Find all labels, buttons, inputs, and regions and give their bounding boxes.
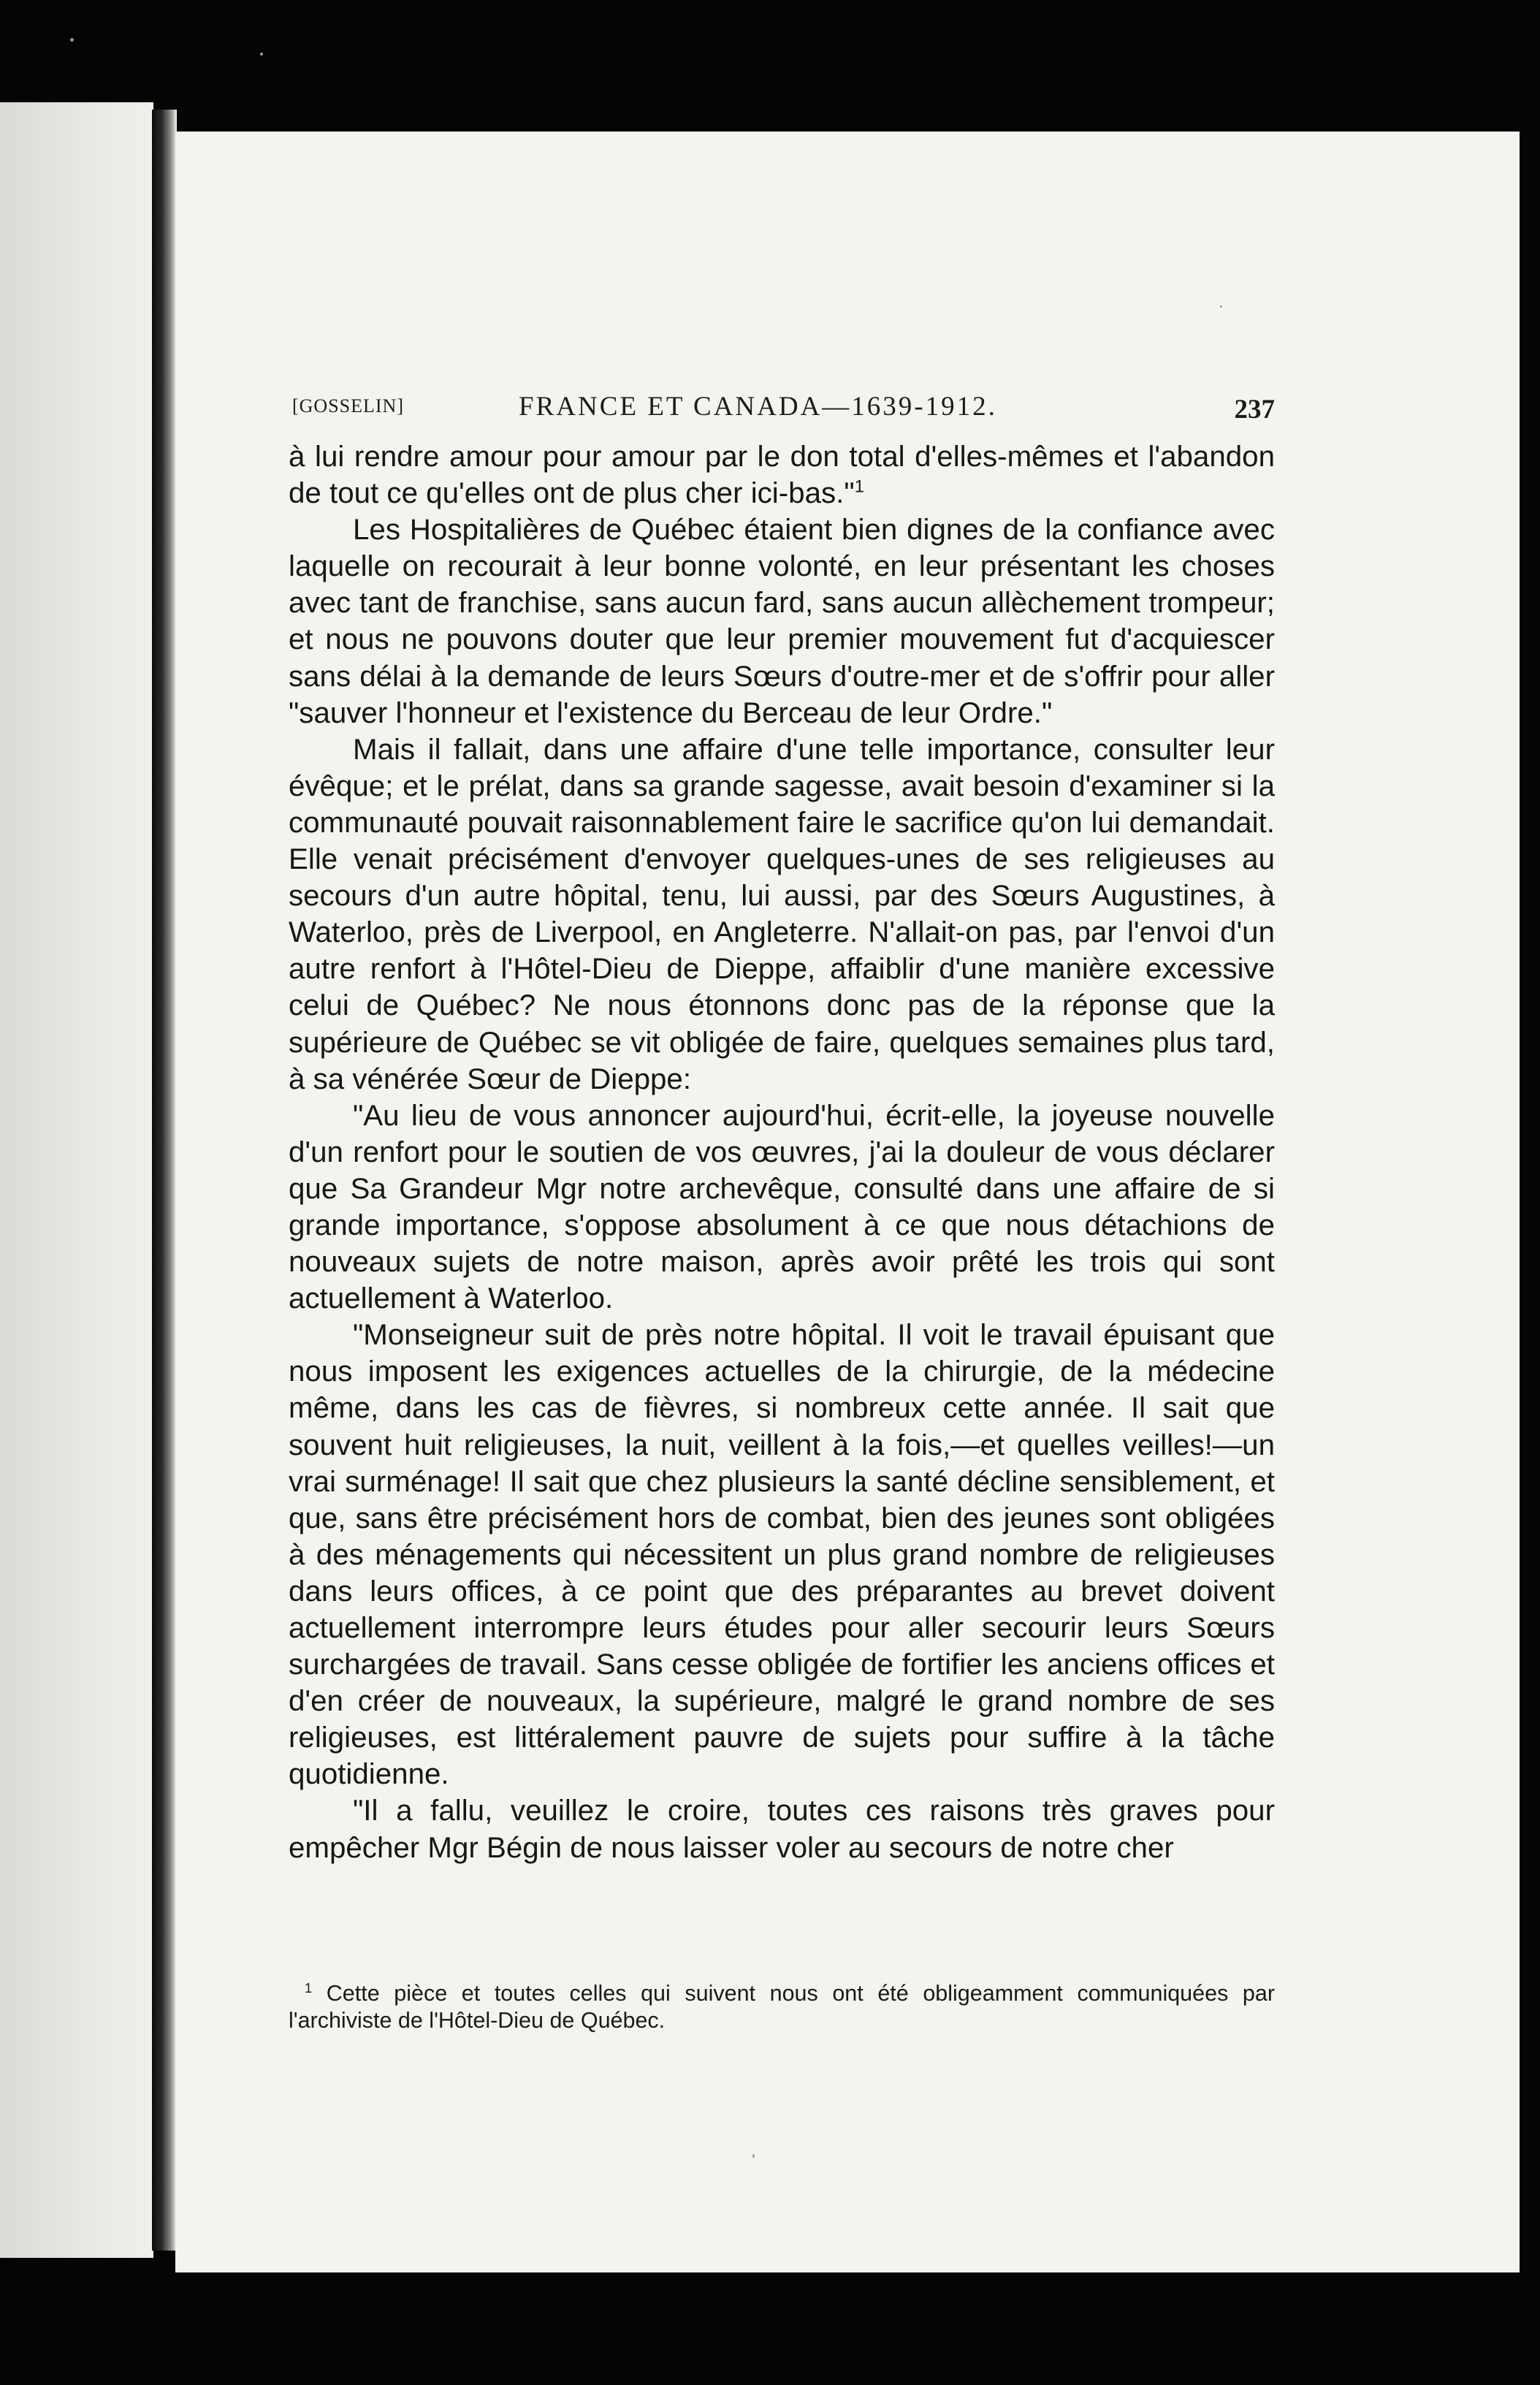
- page-number: 237: [1234, 395, 1275, 425]
- footnote-marker: 1: [305, 1979, 313, 1996]
- footnote-text: [289, 1980, 1275, 2034]
- dust-speck: [752, 2154, 755, 2158]
- paragraph: Mais il fallait, dans une affaire d'une telle importance, consulter leur évêque; et le prélat, dans sa grande sagesse, avait besoin d'examiner si la communauté pouvait raisonnablement faire le sacrifice qu'on lui demandait. Elle venait précisément d'envoyer quelques-unes de ses religieuses au secours d'un autre hôpital, tenu, lui aussi, par des Sœurs Augustines, à Waterloo, près de Liverpool, en Angleterre. N'allait-on pas, par l'envoi d'un autre renfort à l'Hôtel-Dieu de Dieppe, affaiblir d'une manière excessive celui de Québec? Ne nous étonnons donc pas de la réponse que la supérieure de Québec se vit obligée de faire, quelques semaines plus tard, à sa vénérée Sœur de Dieppe:: [289, 732, 1275, 1095]
- paragraph-text: à lui rendre amour pour amour par le don total d'elles-mêmes et l'abandon de tout ce qu'elles ont de plus cher ici-bas.": [289, 440, 1275, 510]
- paragraph-letter-quote: "Il a fallu, veuillez le croire, toutes ces raisons très graves pour empêcher Mgr Bégin de nous laisser voler au secours de notre cher: [289, 1794, 1275, 1864]
- dust-speck: [1220, 305, 1222, 308]
- footnote-reference: 1: [854, 476, 865, 497]
- running-title: FRANCE ET CANADA—1639-1912.: [519, 392, 997, 422]
- dust-speck: [260, 53, 263, 56]
- running-header: [292, 391, 1275, 427]
- dust-speck: [70, 38, 74, 42]
- paragraph-letter-quote: "Monseigneur suit de près notre hôpital. Il voit le travail épuisant que nous imposent les exigences actuelles de la chirurgie, de la médecine même, dans les cas de fièvres, si nombreux cette année. Il sait que souvent huit religieuses, la nuit, veillent à la fois,—et quelles veilles!—un vrai surménage! Il sait que chez plusieurs la santé décline sensiblement, et que, sans être précisément hors de combat, bien des jeunes sont obligées à des ménagements qui nécessitent un plus grand nombre de religieuses dans leurs offices, à ce point que des préparantes au brevet doivent actuellement interrompre leurs études pour aller secourir leurs Sœurs surchargées de travail. Sans cesse obligée de fortifier les anciens offices et d'en créer de nouveaux, la supérieure, malgré le grand nombre de ses religieuses, est littéralement pauvre de sujets pour suffire à la tâche quotidienne.: [289, 1318, 1275, 1791]
- footnote-body: Cette pièce et toutes celles qui suivent nous ont été obligeamment communiquées par l'archiviste de l'Hôtel-Dieu de Québec.: [289, 1981, 1276, 2033]
- footnote: [289, 1980, 1275, 2034]
- paragraph: Les Hospitalières de Québec étaient bien dignes de la confiance avec laquelle on recourait à leur bonne volonté, en leur présentant les choses avec tant de franchise, sans aucun fard, sans aucun allèchement trompeur; et nous ne pouvons douter que leur premier mouvement fut d'acquiescer sans délai à la demande de leurs Sœurs d'outre-mer et de s'offrir pour aller "sauver l'honneur et l'existence du Berceau de leur Ordre.": [289, 513, 1275, 729]
- running-head-author: [GOSSELIN]: [292, 395, 404, 416]
- gutter-shadow: [152, 110, 177, 2251]
- paragraph-continued: [289, 438, 1275, 511]
- paragraph-letter-quote: "Au lieu de vous annoncer aujourd'hui, écrit-elle, la joyeuse nouvelle d'un renfort pour le soutien de vos œuvres, j'ai la douleur de vous déclarer que Sa Grandeur Mgr notre archevêque, consulté dans une affaire de si grande importance, s'oppose absolument à ce que nous détachions de nouveaux sujets de notre maison, après avoir prêté les trois qui sont actuellement à Waterloo.: [289, 1098, 1275, 1315]
- body-text: [289, 438, 1275, 1866]
- left-page-edge: [0, 102, 153, 2258]
